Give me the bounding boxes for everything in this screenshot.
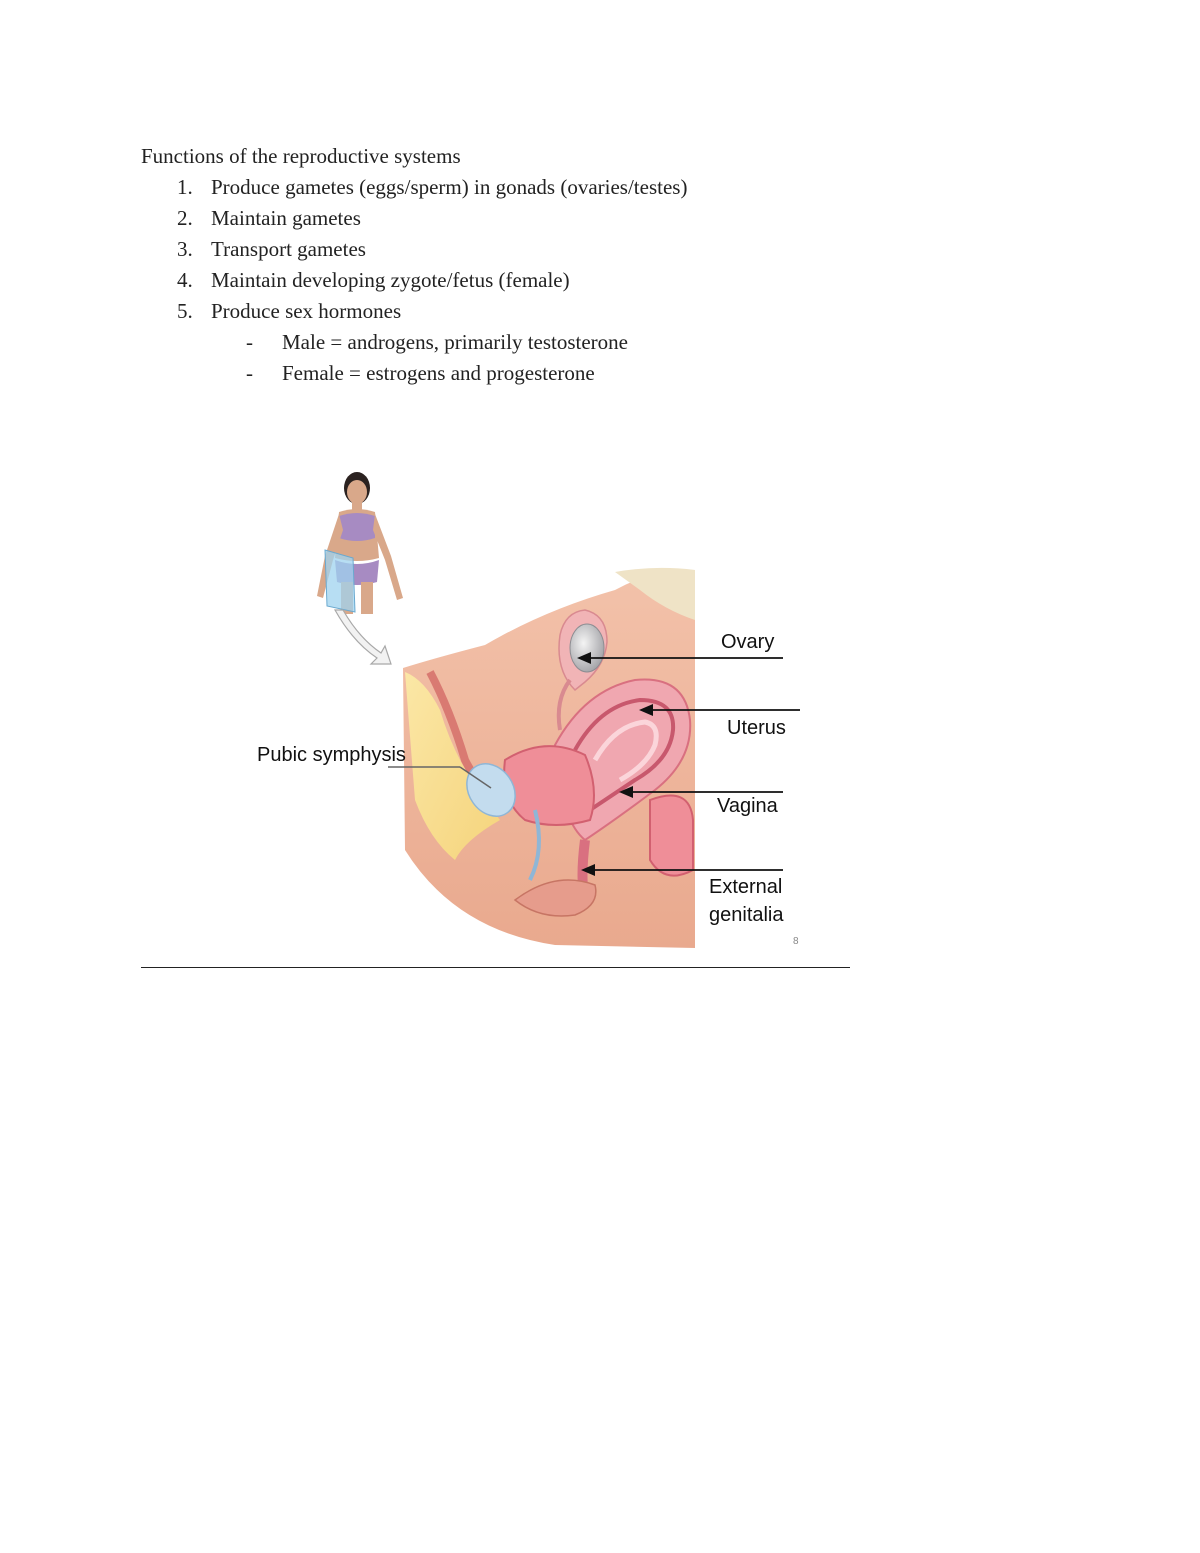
- label-uterus: Uterus: [727, 717, 786, 739]
- list-number: 5.: [177, 299, 193, 323]
- anatomy-figure: [255, 460, 815, 960]
- label-pubic-symphysis: Pubic symphysis: [257, 744, 406, 766]
- list-text: Transport gametes: [211, 237, 366, 261]
- label-external-genitalia-line1: External: [709, 876, 783, 898]
- callout-arrow-icon: [335, 610, 391, 664]
- list-number: 1.: [177, 175, 193, 199]
- sub-list-text: Female = estrogens and progesterone: [282, 361, 595, 385]
- list-number: 2.: [177, 206, 193, 230]
- label-vagina: Vagina: [717, 795, 778, 817]
- label-external-genitalia-line2: genitalia: [709, 904, 784, 926]
- list-text: Maintain gametes: [211, 206, 361, 230]
- body-figure-icon: [317, 472, 403, 614]
- label-ovary: Ovary: [721, 631, 775, 653]
- list-text: Produce sex hormones: [211, 299, 402, 323]
- list-text: Maintain developing zygote/fetus (female): [211, 268, 570, 292]
- dash-bullet: -: [246, 361, 253, 385]
- list-number: 3.: [177, 237, 193, 261]
- section-heading: Functions of the reproductive systems: [141, 144, 461, 168]
- pelvis-cross-section: [403, 568, 695, 948]
- dash-bullet: -: [246, 330, 253, 354]
- list-number: 4.: [177, 268, 193, 292]
- sub-list-text: Male = androgens, primarily testosterone: [282, 330, 628, 354]
- slide-page-number: 8: [793, 936, 799, 947]
- horizontal-rule: [141, 967, 850, 968]
- list-text: Produce gametes (eggs/sperm) in gonads (ovaries/testes): [211, 175, 688, 199]
